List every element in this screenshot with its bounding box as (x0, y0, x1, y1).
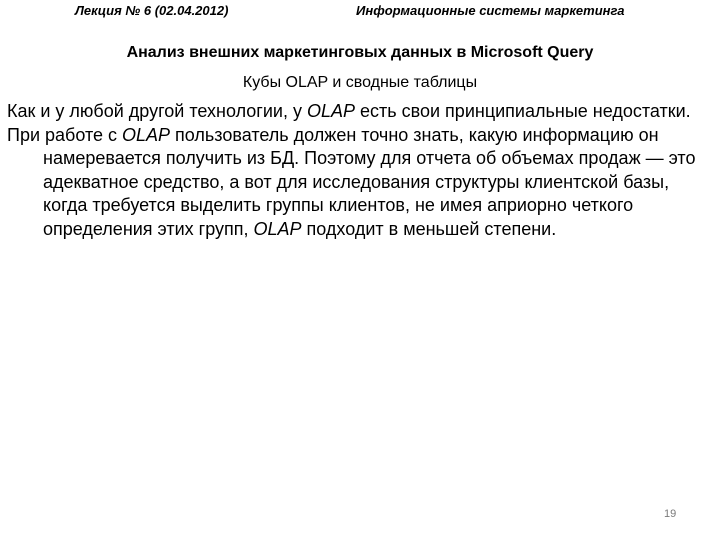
slide-body (7, 100, 717, 241)
header-lecture: Лекция № 6 (02.04.2012) (75, 3, 229, 18)
paragraph-usage-part-b: пользователь должен точно знать, какую информацию он намеревается получить из БД. Поэтому для отчета об объемах продаж — это адекватное средство, а вот для исследования структуры клиентской базы, когда требуется выделить группы клиентов, не имея априорно четкого определения этих групп, (43, 124, 696, 239)
olap-term: OLAP (122, 124, 171, 145)
paragraph-usage (7, 124, 717, 242)
header-course: Информационные системы маркетинга (356, 3, 625, 18)
olap-term: OLAP (306, 101, 355, 121)
paragraph-usage-part-a: При работе с (7, 124, 123, 145)
paragraph-usage-part-c: подходит в меньшей степени. (301, 218, 557, 239)
olap-term: OLAP (253, 218, 302, 239)
paragraph-drawbacks (7, 100, 717, 124)
slide-subtitle: Кубы OLAP и сводные таблицы (242, 74, 478, 91)
page-number: 19 (664, 508, 677, 520)
paragraph-drawbacks-part-a: Как и у любой другой технологии, у (7, 101, 307, 121)
slide-title: Анализ внешних маркетинговых данных в Microsoft Query (126, 44, 594, 61)
paragraph-drawbacks-part-b: есть свои принципиальные недостатки. (355, 101, 691, 121)
